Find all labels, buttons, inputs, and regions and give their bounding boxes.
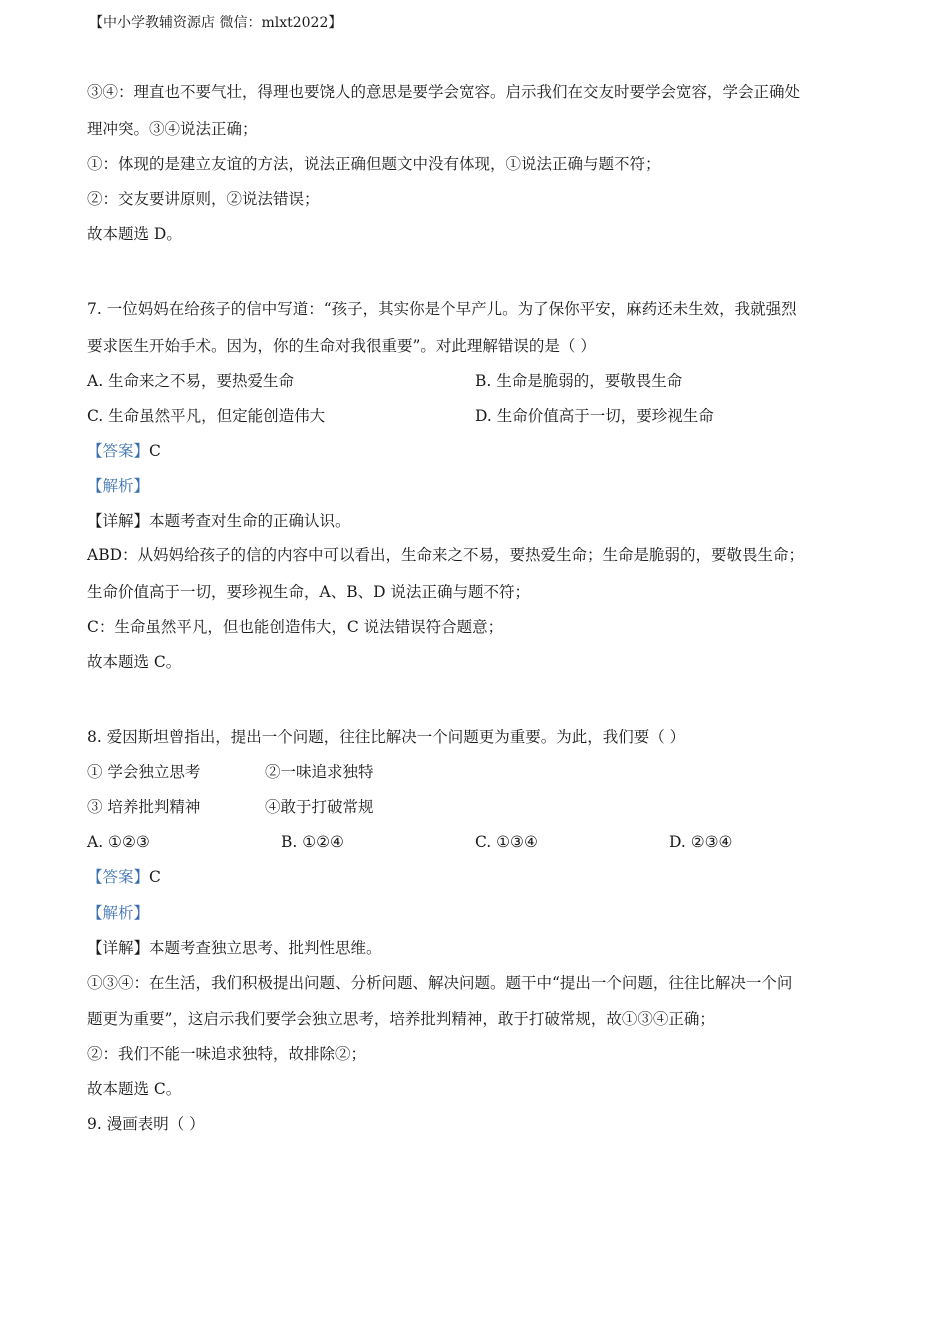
q8-answer-value: C bbox=[149, 868, 161, 886]
q8-statement-1: ① 学会独立思考 bbox=[87, 763, 201, 781]
q7-detail-line bbox=[87, 511, 351, 531]
q7-answer-value: C bbox=[149, 442, 161, 460]
prev-analysis-line-1: ③④：理直也不要气壮，得理也要饶人的意思是要学会宽容。启示我们在交友时要学会宽容，学会正确处 bbox=[87, 83, 801, 101]
q7-conclusion: 故本题选 C。 bbox=[87, 653, 182, 671]
q7-stem-line-1: 7. 一位妈妈在给孩子的信中写道：“孩子，其实你是个早产儿。为了保你平安，麻药还未生效，我就强烈 bbox=[87, 300, 797, 318]
q7-detail-tag: 【详解】 bbox=[87, 512, 150, 530]
q7-option-c: C. 生命虽然平凡，但定能创造伟大 bbox=[87, 407, 326, 425]
q8-conclusion: 故本题选 C。 bbox=[87, 1080, 182, 1098]
prev-analysis-line-4: ②：交友要讲原则，②说法错误； bbox=[87, 190, 320, 208]
q8-answer-tag: 【答案】 bbox=[87, 868, 150, 886]
q8-explanation-line-3: ②：我们不能一味追求独特，故排除②； bbox=[87, 1045, 367, 1063]
q8-stem: 8. 爱因斯坦曾指出，提出一个问题，往往比解决一个问题更为重要。为此，我们要（ ） bbox=[87, 728, 686, 746]
prev-analysis-line-3: ①：体现的是建立友谊的方法，说法正确但题文中没有体现，①说法正确与题不符； bbox=[87, 155, 661, 173]
q7-option-d: D. 生命价值高于一切，要珍视生命 bbox=[475, 407, 714, 425]
q9-stem: 9. 漫画表明（ ） bbox=[87, 1115, 205, 1133]
q8-explanation-line-2: 题更为重要”，这启示我们要学会独立思考，培养批判精神，敢于打破常规，故①③④正确； bbox=[87, 1010, 715, 1028]
q8-option-a: A. ①②③ bbox=[87, 833, 150, 851]
q7-option-b: B. 生命是脆弱的，要敬畏生命 bbox=[475, 372, 683, 390]
q8-option-d: D. ②③④ bbox=[669, 833, 733, 851]
q8-detail-line bbox=[87, 938, 382, 958]
q8-answer-line bbox=[87, 867, 161, 887]
prev-conclusion: 故本题选 D。 bbox=[87, 225, 182, 243]
q8-statement-4: ④敢于打破常规 bbox=[265, 798, 374, 816]
q7-stem-line-2: 要求医生开始手术。因为，你的生命对我很重要”。对此理解错误的是（ ） bbox=[87, 337, 596, 355]
q7-option-a: A. 生命来之不易，要热爱生命 bbox=[87, 372, 295, 390]
prev-analysis-line-2: 理冲突。③④说法正确； bbox=[87, 120, 258, 138]
q7-detail-text: 本题考查对生命的正确认识。 bbox=[149, 512, 351, 530]
q7-explanation-line-1: ABD：从妈妈给孩子的信的内容中可以看出，生命来之不易，要热爱生命；生命是脆弱的，要敬畏生命； bbox=[87, 546, 805, 564]
q7-explanation-line-2: 生命价值高于一切，要珍视生命，A、B、D 说法正确与题不符； bbox=[87, 583, 530, 601]
q8-statement-3: ③ 培养批判精神 bbox=[87, 798, 201, 816]
q8-option-b: B. ①②④ bbox=[281, 833, 344, 851]
q7-explanation-line-3: C：生命虽然平凡，但也能创造伟大，C 说法错误符合题意； bbox=[87, 618, 504, 636]
q8-analysis-tag: 【解析】 bbox=[87, 904, 150, 922]
page-header: 【中小学教辅资源店 微信：mlxt2022】 bbox=[89, 15, 343, 31]
q8-detail-text: 本题考查独立思考、批判性思维。 bbox=[149, 939, 382, 957]
q7-analysis-tag: 【解析】 bbox=[87, 477, 150, 495]
q8-statement-2: ②一味追求独特 bbox=[265, 763, 374, 781]
q8-explanation-line-1: ①③④：在生活，我们积极提出问题、分析问题、解决问题。题干中“提出一个问题，往往比解决一个问 bbox=[87, 974, 793, 992]
q7-answer-line bbox=[87, 441, 161, 461]
q8-option-c: C. ①③④ bbox=[475, 833, 538, 851]
q7-answer-tag: 【答案】 bbox=[87, 442, 150, 460]
q8-detail-tag: 【详解】 bbox=[87, 939, 150, 957]
